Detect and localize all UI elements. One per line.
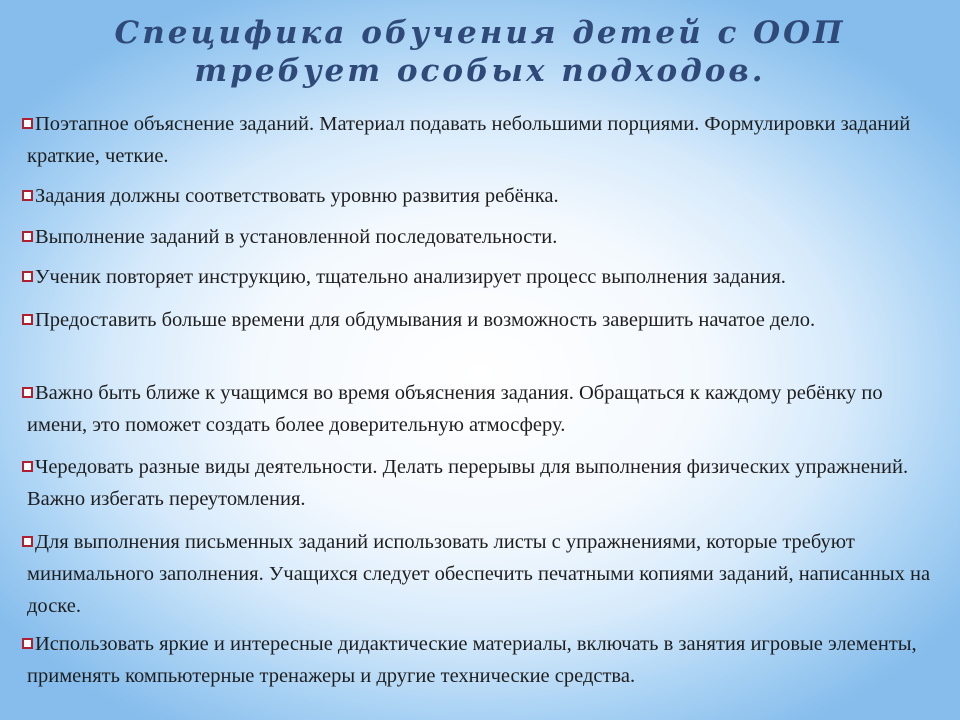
bullet-text: Предоставить больше времени для обдумывания и возможность завершить начатое дело. <box>35 309 816 331</box>
slide-title-line-1: Специфика обучения детей с ООП <box>114 15 846 51</box>
hollow-square-bullet-icon <box>22 314 33 325</box>
hollow-square-bullet-icon <box>22 118 33 129</box>
hollow-square-bullet-icon <box>22 638 33 649</box>
bullet-item <box>27 304 942 336</box>
bullet-item <box>27 180 942 212</box>
bullet-item <box>27 526 942 622</box>
bullet-text: Использовать яркие и интересные дидактические материалы, включать в занятия игровые элементы, применять компьютерные тренажеры и другие технические средства. <box>27 633 917 687</box>
bullet-item <box>27 628 942 692</box>
bullet-text: Ученик повторяет инструкцию, тщательно анализирует процесс выполнения задания. <box>35 266 786 288</box>
bullet-item <box>27 261 942 293</box>
hollow-square-bullet-icon <box>22 190 33 201</box>
hollow-square-bullet-icon <box>22 461 33 472</box>
slide-title-line-2: требует особых подходов. <box>194 53 766 89</box>
bullet-text: Для выполнения письменных заданий использовать листы с упражнениями, которые требуют минимального заполнения. Учащихся следует обеспечить печатными копиями заданий, написанных на доске. <box>27 531 931 617</box>
bullet-item <box>27 108 942 172</box>
bullet-text: Задания должны соответствовать уровню развития ребёнка. <box>35 185 559 207</box>
hollow-square-bullet-icon <box>22 387 33 398</box>
bullet-text: Выполнение заданий в установленной последовательности. <box>35 226 558 248</box>
bullet-text: Поэтапное объяснение заданий. Материал подавать небольшими порциями. Формулировки заданий краткие, четкие. <box>27 113 911 167</box>
hollow-square-bullet-icon <box>22 271 33 282</box>
bullet-item <box>27 451 942 515</box>
hollow-square-bullet-icon <box>22 231 33 242</box>
bullet-item <box>27 221 942 253</box>
bullet-text: Чередовать разные виды деятельности. Делать перерывы для выполнения физических упражнений. Важно избегать переутомления. <box>27 456 909 510</box>
bullet-item <box>27 377 942 441</box>
bullet-text: Важно быть ближе к учащимся во время объяснения задания. Обращаться к каждому ребёнку по имени, это поможет создать более доверительную атмосферу. <box>27 382 883 436</box>
hollow-square-bullet-icon <box>22 536 33 547</box>
